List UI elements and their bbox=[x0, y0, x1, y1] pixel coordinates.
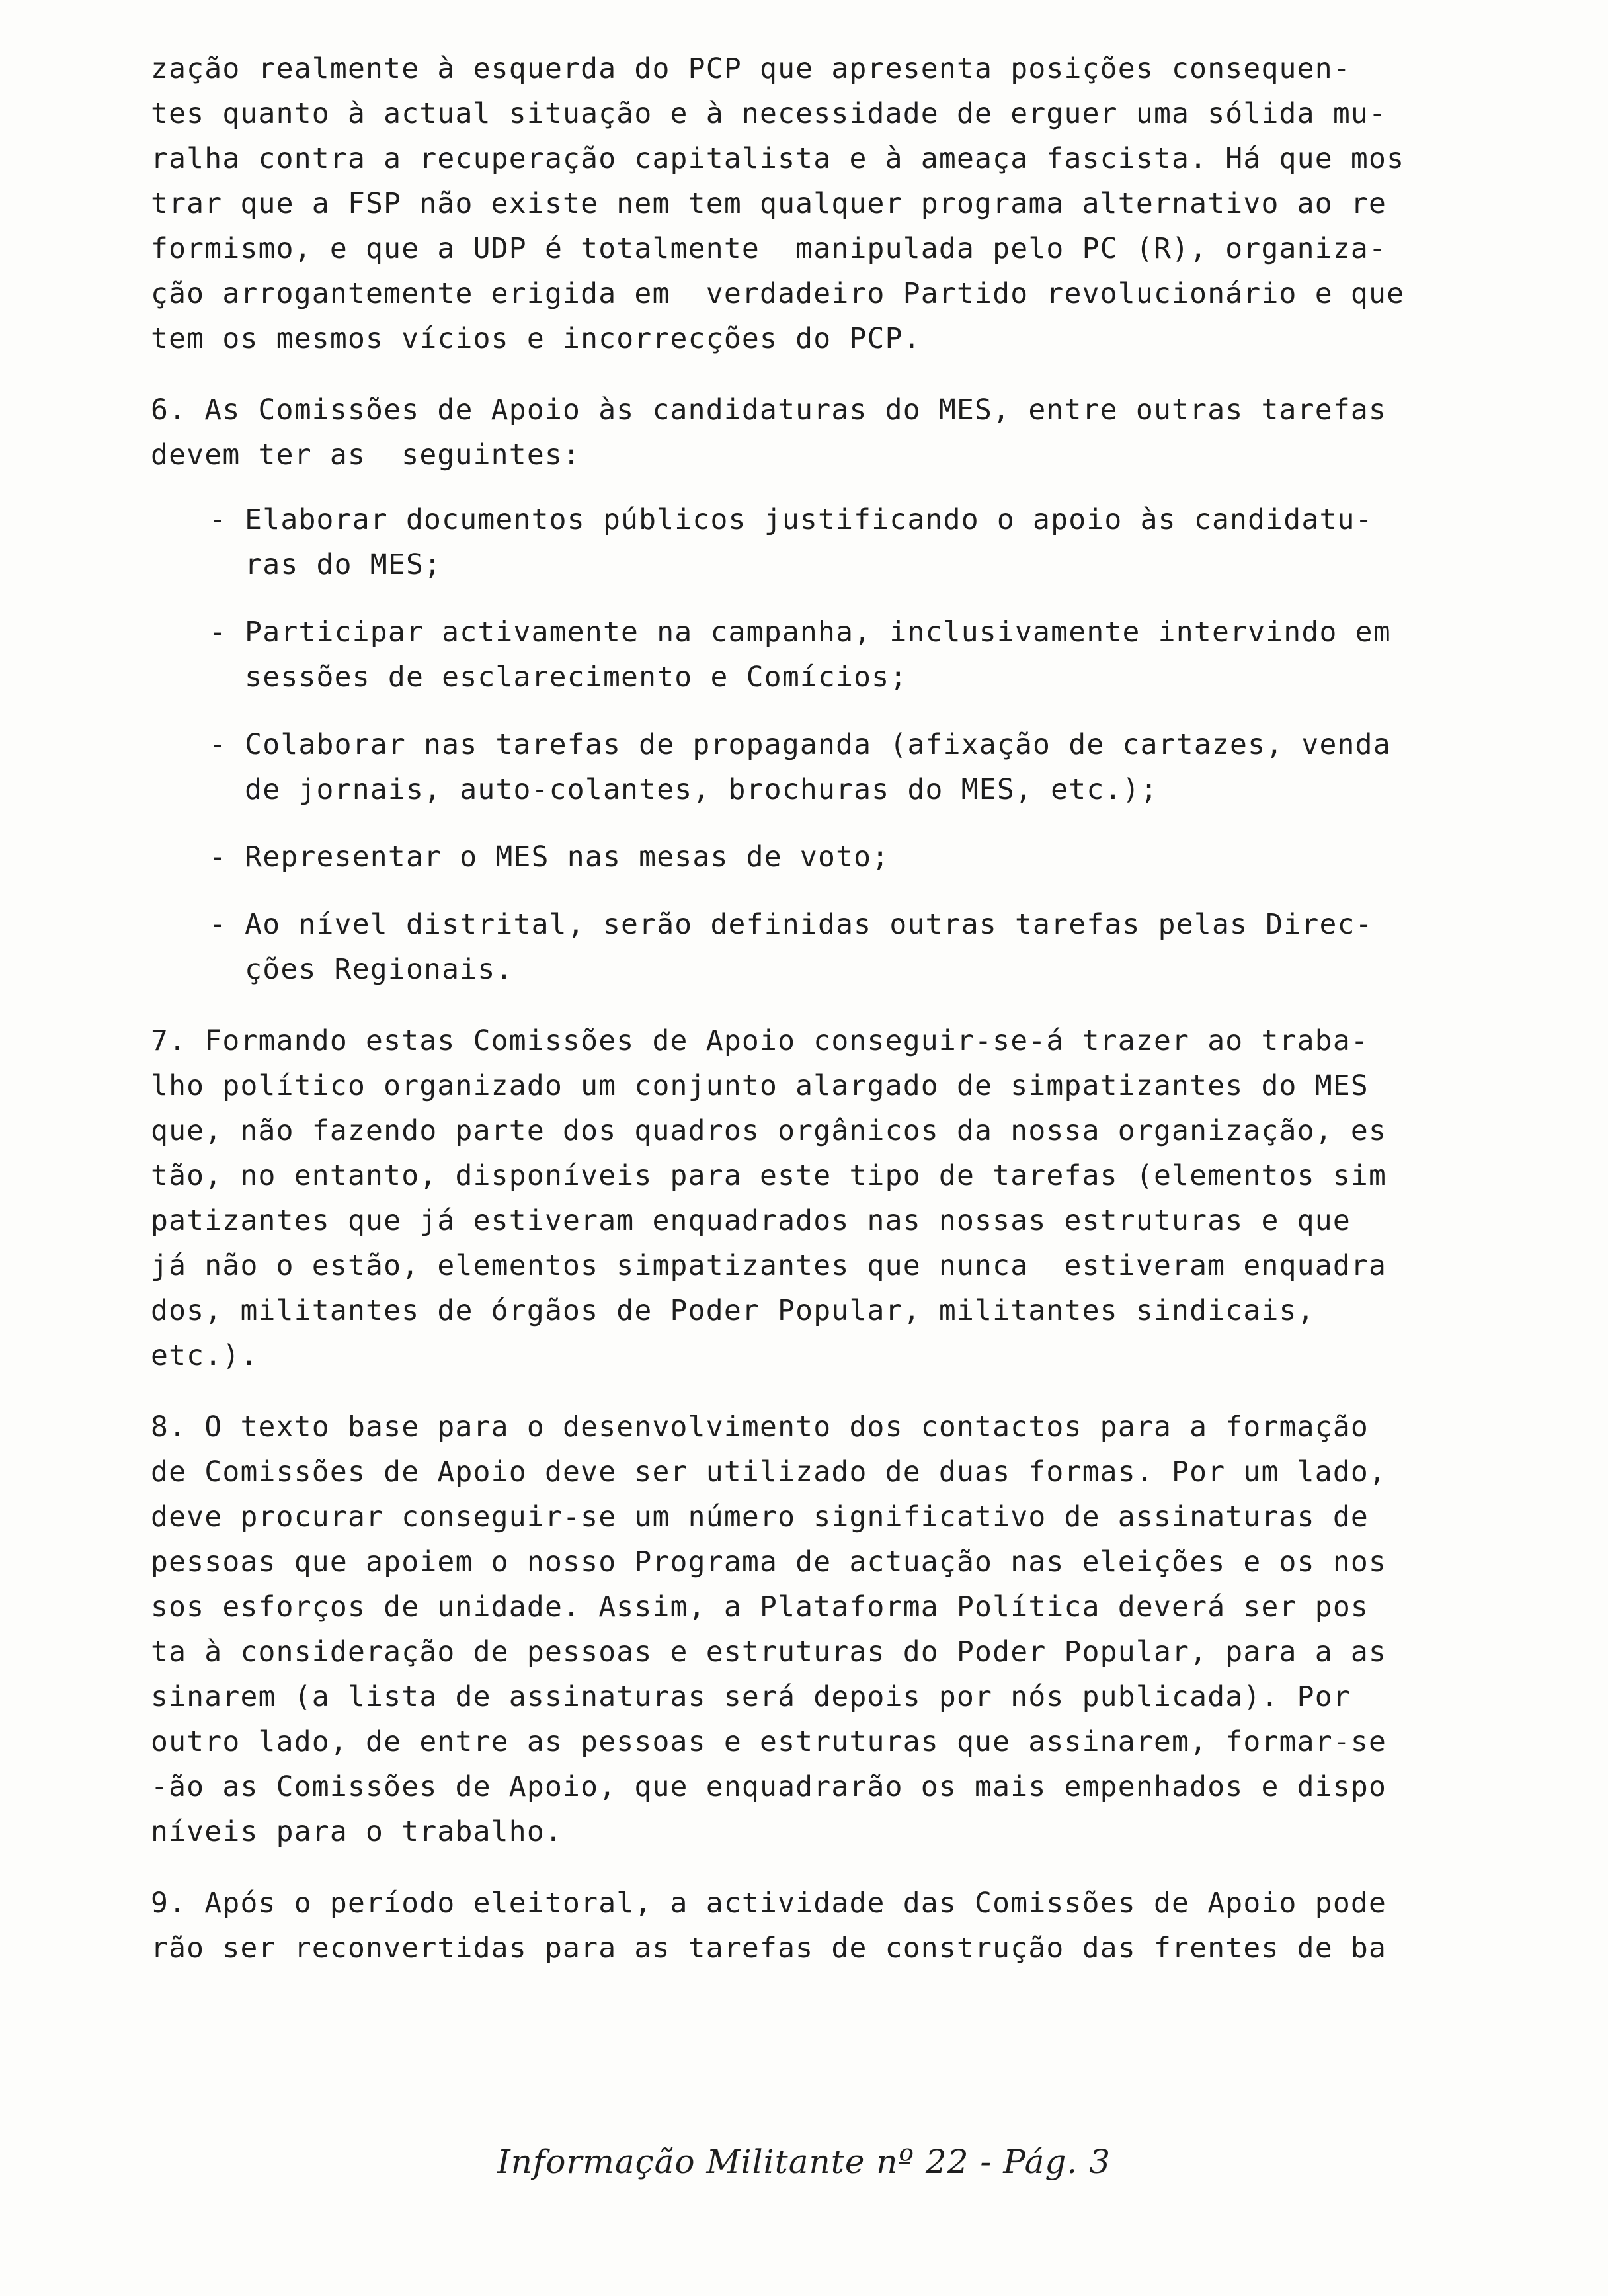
text-line: dos, militantes de órgãos de Poder Popular, militantes sindicais, bbox=[151, 1294, 1315, 1327]
task-list bbox=[151, 497, 1566, 992]
paragraph-6 bbox=[151, 388, 1566, 477]
text-line: de jornais, auto-colantes, brochuras do MES, etc.); bbox=[209, 773, 1158, 806]
text-line: outro lado, de entre as pessoas e estruturas que assinarem, formar-se bbox=[151, 1725, 1387, 1758]
text-line: devem ter as seguintes: bbox=[151, 438, 581, 472]
text-line: pessoas que apoiem o nosso Programa de actuação nas eleições e os nos bbox=[151, 1545, 1387, 1578]
text-line: trar que a FSP não existe nem tem qualquer programa alternativo ao re bbox=[151, 187, 1387, 220]
text-line: patizantes que já estiveram enquadrados nas nossas estruturas e que bbox=[151, 1204, 1351, 1237]
list-item bbox=[209, 835, 1566, 880]
text-line: sos esforços de unidade. Assim, a Plataforma Política deverá ser pos bbox=[151, 1590, 1369, 1623]
text-line: tem os mesmos vícios e incorrecções do PCP. bbox=[151, 322, 921, 355]
page-footer: Informação Militante nº 22 - Pág. 3 bbox=[497, 2143, 1111, 2181]
paragraph-8 bbox=[151, 1405, 1566, 1854]
document-body bbox=[151, 46, 1566, 1997]
text-line: 7. Formando estas Comissões de Apoio conseguir-se-á trazer ao traba- bbox=[151, 1024, 1369, 1057]
text-line: de Comissões de Apoio deve ser utilizado de duas formas. Por um lado, bbox=[151, 1456, 1387, 1489]
text-line: 6. As Comissões de Apoio às candidaturas do MES, entre outras tarefas bbox=[151, 393, 1387, 427]
text-line: - Elaborar documentos públicos justificando o apoio às candidatu- bbox=[209, 503, 1373, 536]
text-line: tão, no entanto, disponíveis para este tipo de tarefas (elementos sim bbox=[151, 1159, 1387, 1192]
text-line: formismo, e que a UDP é totalmente manipulada pelo PC (R), organiza- bbox=[151, 232, 1387, 265]
text-line: sessões de esclarecimento e Comícios; bbox=[209, 661, 908, 694]
text-line: ta à consideração de pessoas e estruturas do Poder Popular, para a as bbox=[151, 1635, 1387, 1668]
text-line: que, não fazendo parte dos quadros orgânicos da nossa organização, es bbox=[151, 1114, 1387, 1147]
text-line: sinarem (a lista de assinaturas será depois por nós publicada). Por bbox=[151, 1680, 1351, 1713]
text-line: níveis para o trabalho. bbox=[151, 1815, 563, 1848]
list-item bbox=[209, 610, 1566, 700]
list-item bbox=[209, 497, 1566, 587]
text-line: - Representar o MES nas mesas de voto; bbox=[209, 840, 890, 874]
text-line: ção arrogantemente erigida em verdadeiro Partido revolucionário e que bbox=[151, 277, 1405, 310]
text-line: etc.). bbox=[151, 1339, 259, 1372]
paragraph-7 bbox=[151, 1018, 1566, 1378]
text-line: rão ser reconvertidas para as tarefas de construção das frentes de ba bbox=[151, 1932, 1387, 1965]
list-item bbox=[209, 902, 1566, 992]
list-item bbox=[209, 722, 1566, 812]
text-line: -ão as Comissões de Apoio, que enquadrarão os mais empenhados e dispo bbox=[151, 1770, 1387, 1803]
text-line: ções Regionais. bbox=[209, 953, 514, 986]
paragraph-intro bbox=[151, 46, 1566, 361]
text-line: lho político organizado um conjunto alargado de simpatizantes do MES bbox=[151, 1069, 1369, 1102]
text-line: ralha contra a recuperação capitalista e à ameaça fascista. Há que mos bbox=[151, 142, 1405, 175]
text-line: - Ao nível distrital, serão definidas outras tarefas pelas Direc- bbox=[209, 908, 1373, 941]
text-line: ras do MES; bbox=[209, 548, 442, 581]
paragraph-9 bbox=[151, 1881, 1566, 1971]
text-line: - Participar activamente na campanha, inclusivamente intervindo em bbox=[209, 616, 1391, 649]
text-line: tes quanto à actual situação e à necessidade de erguer uma sólida mu- bbox=[151, 97, 1387, 130]
text-line: 8. O texto base para o desenvolvimento dos contactos para a formação bbox=[151, 1411, 1369, 1444]
text-line: deve procurar conseguir-se um número significativo de assinaturas de bbox=[151, 1500, 1369, 1534]
text-line: já não o estão, elementos simpatizantes que nunca estiveram enquadra bbox=[151, 1249, 1387, 1282]
text-line: zação realmente à esquerda do PCP que apresenta posições consequen- bbox=[151, 52, 1351, 85]
text-line: 9. Após o período eleitoral, a actividade das Comissões de Apoio pode bbox=[151, 1887, 1387, 1920]
text-line: - Colaborar nas tarefas de propaganda (afixação de cartazes, venda bbox=[209, 728, 1391, 761]
